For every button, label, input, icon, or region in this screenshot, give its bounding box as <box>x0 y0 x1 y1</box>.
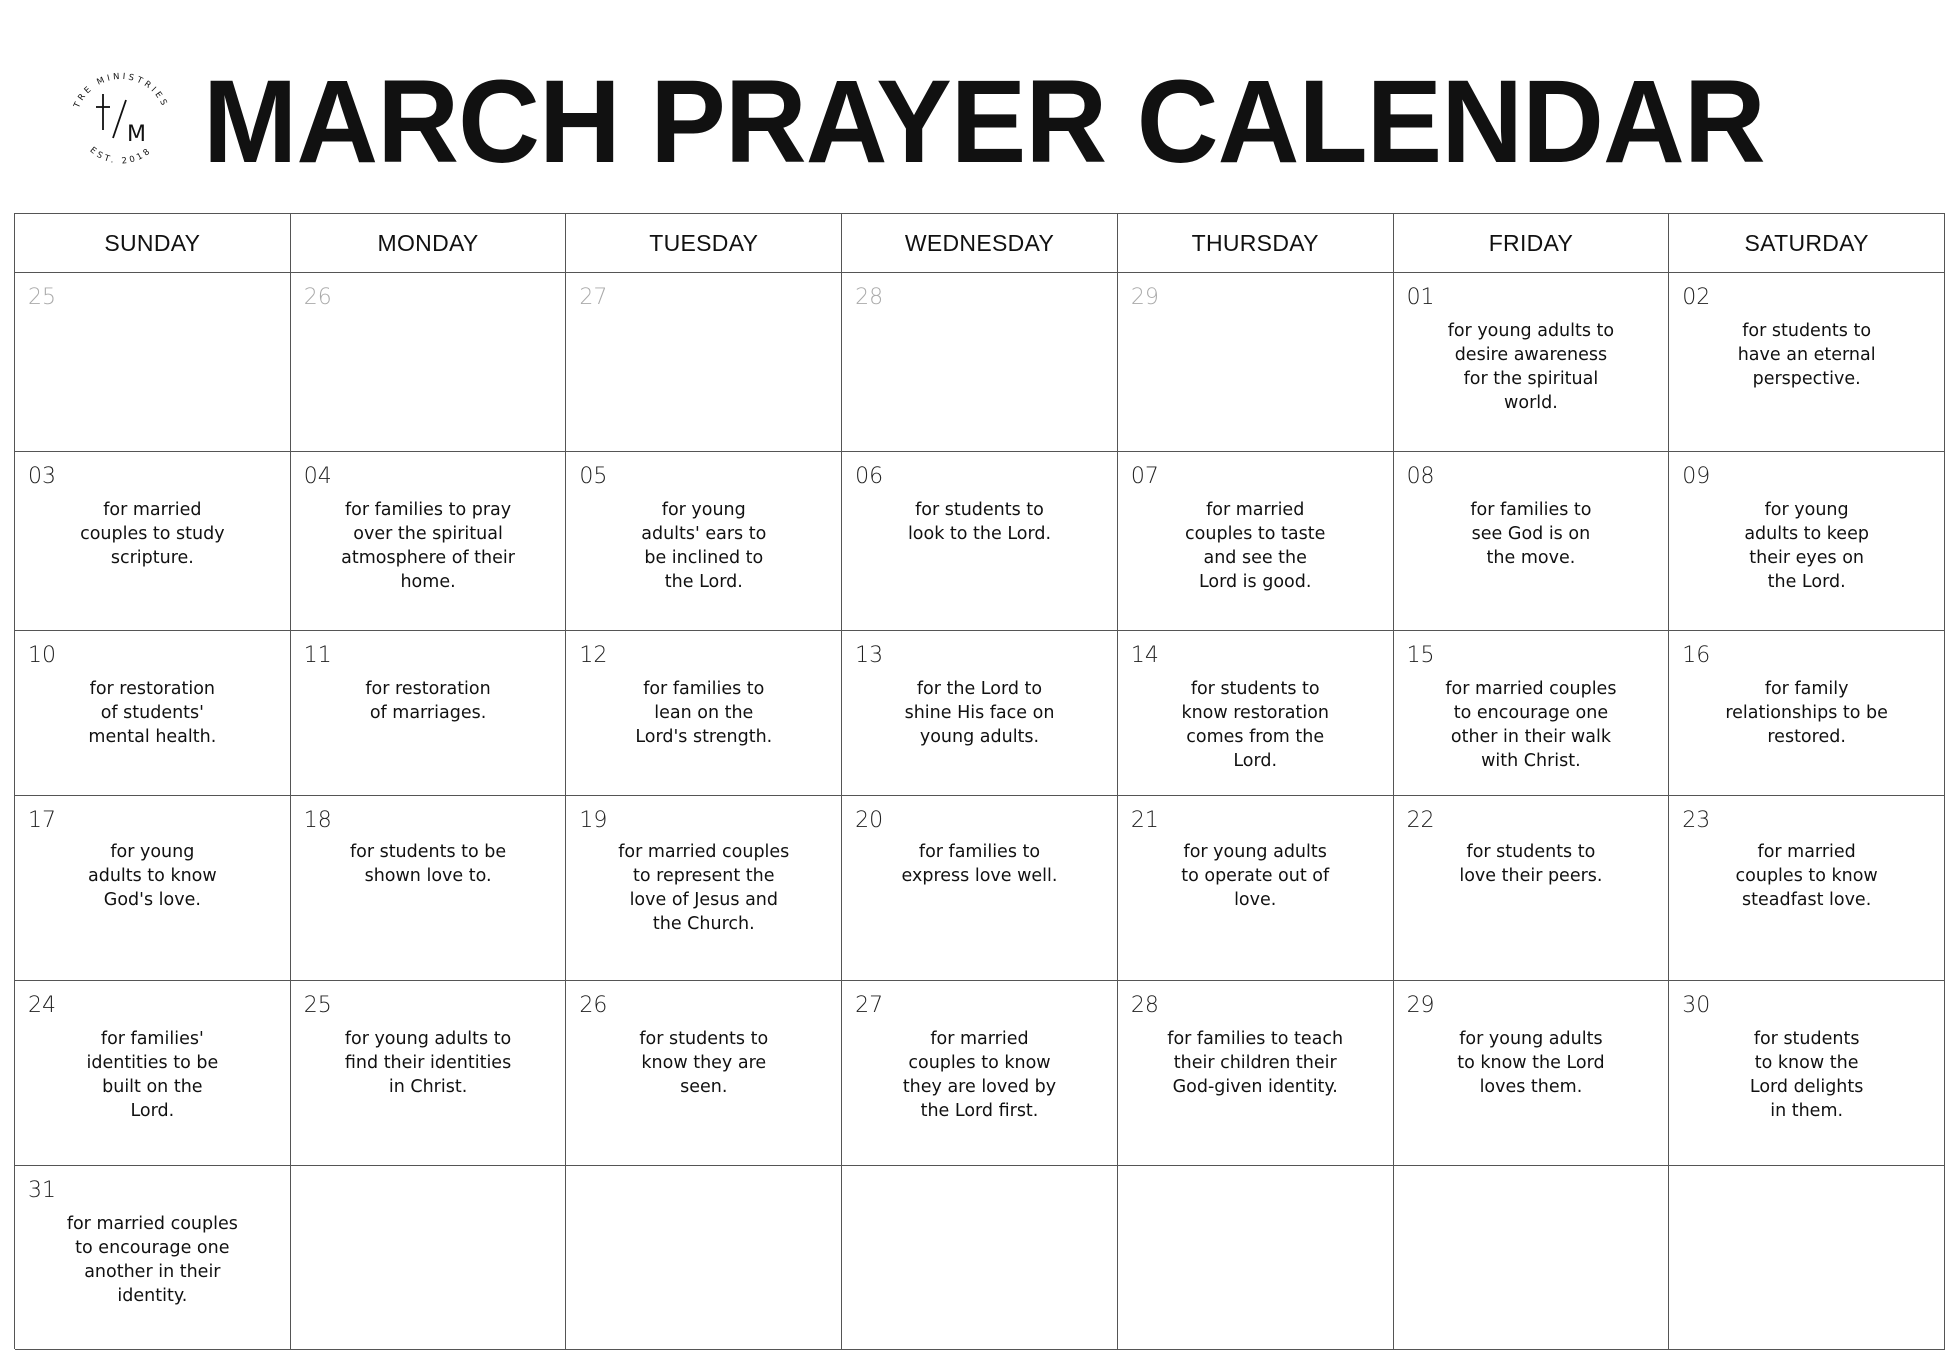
calendar-day-cell <box>1118 273 1394 452</box>
day-number: 06 <box>855 464 884 489</box>
svg-text:EST. 2018 <box>88 145 155 166</box>
prayer-text: for students to have an eternal perspective. <box>1737 321 1876 389</box>
prayer-text: for married couples to encourage one other in their walk with Christ. <box>1445 679 1617 771</box>
prayer-text: for students to know restoration comes from the Lord. <box>1181 679 1329 771</box>
calendar-day-cell <box>1118 981 1394 1166</box>
day-number: 02 <box>1682 285 1711 310</box>
calendar-day-cell <box>1669 1166 1945 1350</box>
prayer-text: for students to know the Lord delights in them. <box>1749 1029 1864 1121</box>
calendar-day-cell <box>291 1166 567 1350</box>
day-number: 03 <box>28 464 56 489</box>
day-number: 23 <box>1682 808 1711 833</box>
prayer-text: for young adults to know the Lord loves them. <box>1457 1029 1605 1097</box>
prayer-text: for married couples to know steadfast love. <box>1735 842 1878 910</box>
calendar-day-cell <box>291 273 567 452</box>
day-number: 13 <box>855 643 884 668</box>
calendar-day-cell <box>842 1166 1118 1350</box>
calendar-day-cell <box>1394 1166 1670 1350</box>
weekday-header-monday: MONDAY <box>291 214 567 273</box>
calendar-day-cell <box>1669 452 1945 631</box>
day-number: 21 <box>1130 808 1159 833</box>
prayer-text: for families to see God is on the move. <box>1470 500 1592 568</box>
day-number: 17 <box>28 808 56 833</box>
prayer-text: for families to express love well. <box>901 842 1058 886</box>
calendar-day-cell <box>842 981 1118 1166</box>
prayer-text: for families to pray over the spiritual atmosphere of their home. <box>341 500 515 592</box>
calendar-day-cell <box>1669 981 1945 1166</box>
prayer-text: for young adults to know God's love. <box>87 842 217 910</box>
prayer-text: for students to look to the Lord. <box>907 500 1052 544</box>
calendar-day-cell <box>566 796 842 981</box>
logo-ring-bottom: EST. 2018 <box>87 145 155 167</box>
weekday-header-saturday: SATURDAY <box>1669 214 1945 273</box>
calendar-day-cell <box>1118 1166 1394 1350</box>
weekday-header-tuesday: TUESDAY <box>566 214 842 273</box>
calendar-day-cell <box>566 981 842 1166</box>
day-number: 04 <box>303 464 332 489</box>
prayer-text: for married couples to taste and see the Lord is good. <box>1185 500 1326 592</box>
prayer-text: for restoration of marriages. <box>365 679 491 723</box>
day-number: 12 <box>579 643 608 668</box>
calendar-day-cell <box>842 796 1118 981</box>
day-number: 27 <box>579 285 608 310</box>
day-number: 29 <box>1130 285 1159 310</box>
weekday-header-thursday: THURSDAY <box>1118 214 1394 273</box>
day-number: 31 <box>28 1178 56 1203</box>
day-number: 10 <box>28 643 56 668</box>
calendar-day-cell <box>1394 796 1670 981</box>
day-number: 29 <box>1406 993 1435 1018</box>
calendar-day-cell <box>1394 631 1670 796</box>
day-number: 28 <box>855 285 884 310</box>
day-number: 22 <box>1406 808 1435 833</box>
prayer-text: for families' identities to be built on the Lord. <box>86 1029 219 1121</box>
day-number: 19 <box>579 808 608 833</box>
calendar-day-cell <box>1118 796 1394 981</box>
calendar-day-cell <box>842 273 1118 452</box>
prayer-text: for married couples to study scripture. <box>80 500 225 568</box>
prayer-text: for families to lean on the Lord's strength. <box>635 679 773 747</box>
calendar-day-cell <box>566 1166 842 1350</box>
prayer-text: for restoration of students' mental health. <box>88 679 217 747</box>
prayer-text: for young adults to find their identities in Christ. <box>344 1029 512 1097</box>
calendar-day-cell <box>842 631 1118 796</box>
calendar-day-cell <box>15 452 291 631</box>
day-number: 20 <box>855 808 884 833</box>
calendar-day-cell <box>15 273 291 452</box>
day-number: 26 <box>579 993 608 1018</box>
calendar-day-cell <box>291 796 567 981</box>
day-number: 14 <box>1130 643 1159 668</box>
day-number: 26 <box>303 285 332 310</box>
calendar-day-cell <box>15 981 291 1166</box>
day-number: 30 <box>1682 993 1711 1018</box>
weekday-header-sunday: SUNDAY <box>15 214 291 273</box>
calendar-day-cell <box>1669 796 1945 981</box>
day-number: 15 <box>1406 643 1435 668</box>
logo-ring-top: TRE MINISTRIES <box>72 71 170 110</box>
calendar-day-cell <box>291 981 567 1166</box>
calendar-day-cell <box>1669 273 1945 452</box>
prayer-text: for young adults to operate out of love. <box>1181 842 1330 910</box>
calendar-day-cell <box>1118 631 1394 796</box>
weekday-header-wednesday: WEDNESDAY <box>842 214 1118 273</box>
weekday-header-friday: FRIDAY <box>1394 214 1670 273</box>
calendar-day-cell <box>15 1166 291 1350</box>
calendar-day-cell <box>291 631 567 796</box>
day-number: 27 <box>855 993 884 1018</box>
calendar-day-cell <box>1394 981 1670 1166</box>
prayer-text: for married couples to encourage one another in their identity. <box>66 1214 238 1306</box>
calendar-day-cell <box>1118 452 1394 631</box>
tre-ministries-logo-icon <box>62 60 180 178</box>
calendar-day-cell <box>566 273 842 452</box>
day-number: 16 <box>1682 643 1711 668</box>
day-number: 05 <box>579 464 608 489</box>
day-number: 07 <box>1130 464 1159 489</box>
logo <box>62 60 180 178</box>
calendar-day-cell <box>291 452 567 631</box>
day-number: 08 <box>1406 464 1435 489</box>
prayer-text: for married couples to know they are loved by the Lord first. <box>902 1029 1057 1121</box>
day-number: 09 <box>1682 464 1711 489</box>
prayer-text: for young adults to desire awareness for the spiritual world. <box>1447 321 1615 413</box>
day-number: 28 <box>1130 993 1159 1018</box>
prayer-text: for families to teach their children their God-given identity. <box>1167 1029 1344 1097</box>
prayer-text: for students to be shown love to. <box>349 842 507 886</box>
logo-monogram: M <box>127 122 146 147</box>
calendar-day-cell <box>15 631 291 796</box>
prayer-text: for the Lord to shine His face on young adults. <box>904 679 1055 747</box>
prayer-text: for students to love their peers. <box>1459 842 1603 886</box>
calendar-day-cell <box>15 796 291 981</box>
day-number: 18 <box>303 808 332 833</box>
prayer-text: for young adults to keep their eyes on the Lord. <box>1744 500 1869 592</box>
day-number: 25 <box>303 993 332 1018</box>
prayer-text: for family relationships to be restored. <box>1725 679 1888 747</box>
svg-text:TRE MINISTRIES <box>72 72 170 111</box>
day-number: 25 <box>28 285 56 310</box>
calendar-day-cell <box>842 452 1118 631</box>
calendar-day-cell <box>566 631 842 796</box>
day-number: 11 <box>303 643 332 668</box>
prayer-text: for young adults' ears to be inclined to the Lord. <box>641 500 767 592</box>
prayer-calendar-grid <box>14 213 1945 1349</box>
page-title: MARCH PRAYER CALENDAR <box>203 56 1765 188</box>
calendar-day-cell <box>1394 452 1670 631</box>
calendar-day-cell <box>566 452 842 631</box>
day-number: 01 <box>1406 285 1435 310</box>
calendar-day-cell <box>1669 631 1945 796</box>
calendar-day-cell <box>1394 273 1670 452</box>
prayer-text: for students to know they are seen. <box>639 1029 769 1097</box>
prayer-text: for married couples to represent the love of Jesus and the Church. <box>618 842 790 934</box>
day-number: 24 <box>28 993 56 1018</box>
